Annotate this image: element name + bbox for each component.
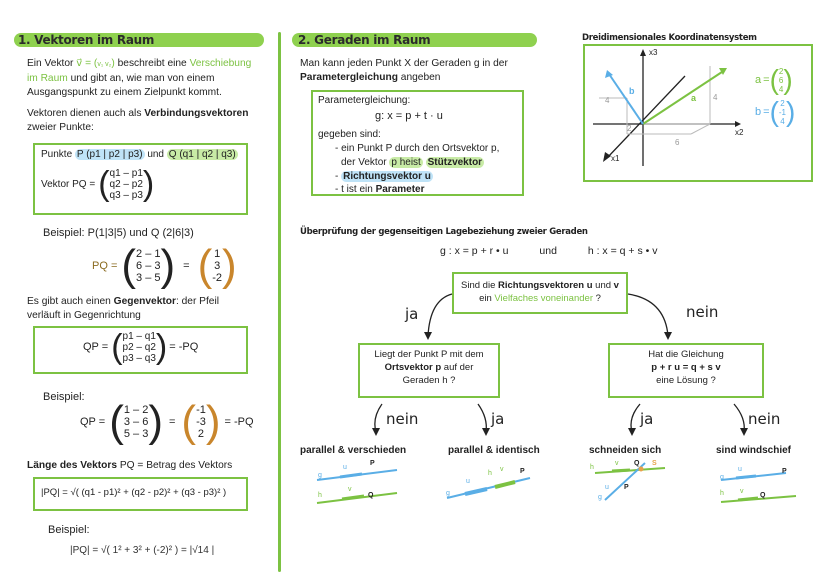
sketch4-label-p: P [782,468,787,475]
sketch3-label-g: g [598,494,602,501]
param-item1a: - ein Punkt P durch den Ortsvektor p, [335,143,500,154]
sketch3-label-u: u [605,484,609,491]
item2-dash: - [335,171,339,182]
qp-equation [83,330,198,364]
item3-bold: Parameter [375,184,425,195]
sketch4-vec-u [736,476,756,478]
intro-vector-v: v⃗ = (v₁ v₂) [76,58,115,69]
vektor-pq-label: Vektor PQ = [41,178,96,190]
vec-b-eq: = [763,106,770,118]
sketch3-vec-v [612,470,630,471]
ex2-equals: = [168,416,176,428]
ex2-result-1: -1 [196,404,206,416]
arrow-nein1 [628,294,668,336]
paren-right: ) [142,165,155,203]
arrow-ja3 [631,404,640,432]
axis-x2-arrow [735,121,741,127]
q1-v: v [613,280,619,291]
q1-a: Sind die [461,280,496,291]
arrow-ja3-head [628,428,636,436]
coord-x2-label: x2 [735,128,744,137]
vec-b-name: b [755,106,762,118]
param-item2 [335,171,433,182]
sketch1-label-h: h [318,492,322,499]
vec-b-1: 2 [780,98,785,108]
conn-text-b: zweier Punkte: [27,122,94,133]
conn-text-a: Vektoren dienen auch als [27,108,142,119]
arrow-nein3 [734,404,744,432]
sketch4-label-u: u [738,466,742,473]
qp-row-3: p3 – q3 [122,352,156,364]
sketch2-label-g: g [446,490,450,497]
vec-b-col [779,99,786,126]
length-example: |PQ| = √( 1² + 3² + (-2)² ) = |√14 | [70,545,215,556]
intro-im-raum: im Raum [27,73,68,84]
ex1-res-paren-r: ) [222,241,237,290]
intro-text-c: und gibt an, wie man von einem [70,73,215,84]
conn-bold: Verbindungsvektoren [144,108,249,119]
pq-matrix [110,168,143,201]
coord-num-4-left: 4 [605,96,610,105]
branch-nein2: nein [386,410,419,428]
ex1-lhs: PQ = [92,260,118,272]
param-given: gegeben sind: [318,129,381,140]
qp-matrix [123,331,156,364]
vec-b-2: -1 [778,107,787,117]
sketch2-vec-u [465,489,487,494]
vec-b-def [755,98,795,126]
sketch1-label-u: u [343,464,347,471]
column-divider [278,32,281,572]
sketch3-label-v: v [615,460,619,467]
lage-title: Überprüfung der gegenseitigen Lagebeziehung zweier Geraden [300,227,588,237]
ex1-result-1: 1 [214,248,221,260]
example2-equation [80,397,254,446]
g-equation: g : x = p + r • u [440,245,509,257]
intro-text-d: Ausgangspunkt zu einem Zielpunkt kommt. [27,87,222,98]
pq-row-1: q1 – p1 [109,167,143,179]
q3-a: Hat die Gleichung [648,349,724,360]
arrow-ja1 [428,294,452,336]
length-formula: |PQ| = √( (q1 - p1)² + (q2 - p2)² + (q3 - p3)² ) [41,487,227,498]
sketch4-line-h [721,496,796,502]
outcome-windschief: sind windschief [716,445,792,456]
item1b-p: p heist [391,157,421,168]
qp-box [33,326,248,374]
vec-b-3: 4 [780,116,785,126]
gegenvektor-text [27,295,272,323]
arrow-nein3-head [740,428,748,436]
sketch3-label-q: Q [634,460,640,467]
question3-text [608,348,764,387]
sketch1-vec-v [342,496,364,499]
item2-richtungsvektor: Richtungsvektor u [343,171,431,182]
sketch2-label-u: u [466,478,470,485]
ex1-row-3: 3 – 5 [136,272,161,284]
ex2-result-2: -3 [196,416,206,428]
ex1-equals: = [183,260,190,272]
vec-a-paren-l: ( [769,64,779,95]
sketch4-label-h: h [720,490,724,497]
vec-b-paren-l: ( [769,96,779,127]
vector-b-line [609,74,643,124]
sketch1-label-g: g [318,472,322,479]
sketch3-label-s: S [652,460,657,467]
sketch4-vec-v [738,498,758,500]
ex2-row-1: 1 – 2 [123,404,149,416]
q2-c: Geraden h ? [402,375,456,386]
section2-title: 2. Geraden im Raum [298,33,431,47]
vec-a-eq: = [763,74,770,86]
pq-row-3: q3 – p3 [109,189,143,201]
ex1-paren-l: ( [121,241,137,290]
ex1-row-1: 2 – 1 [136,248,161,260]
q1-c: ? [595,293,601,304]
coord-box [583,44,813,182]
section1-connection [27,107,272,135]
beispiel3-label: Beispiel: [48,524,90,536]
outcome-parallel-identisch: parallel & identisch [448,445,540,456]
param-item1b [341,157,484,168]
coord-x3-label: x3 [649,48,658,57]
sketch1-label-q: Q [368,492,374,499]
lage-equations [440,245,657,257]
qp-paren-l: ( [111,328,123,366]
sketch2-label-p: P [520,468,525,475]
qp-lhs: QP = [83,341,109,353]
points-label: Punkte [41,149,73,160]
outcome-parallel-verschieden: parallel & verschieden [300,445,407,456]
len-bold: Länge des Vektors [27,460,118,471]
q1-b: ein [479,293,492,304]
param-title: Parametergleichung: [318,95,411,106]
gegen-text-c: verläuft in Gegenrichtung [27,310,141,321]
question1-text [452,279,628,305]
coord-num-6: 6 [675,138,680,147]
point-q: Q (q1 | q2 | q3) [168,149,236,160]
helper-line-5 [691,124,710,134]
q1-green: Vielfaches voneinander [494,293,593,304]
ex2-lhs: QP = [80,416,106,428]
ex1-row-2: 6 – 3 [136,260,161,272]
ex2-row-3: 5 – 3 [123,428,149,440]
ex2-res-paren-l: ( [181,397,197,446]
qp-rhs: = -PQ [169,341,199,353]
q3-eq: p + r u = q + s v [651,362,721,373]
ex2-res-paren-r: ) [205,397,221,446]
arrow-ja1-head [424,332,432,340]
ex1-res-paren-l: ( [197,241,213,290]
ex2-result [196,404,206,440]
intro-verschiebung: Verschiebung [189,58,252,69]
vec-a-1: 2 [778,66,784,76]
param-item3 [335,184,425,195]
sketch-parallel-verschieden [312,458,402,508]
q2-b: auf der [443,362,474,373]
qp-paren-r: ) [155,328,168,366]
branch-ja2: ja [491,410,505,428]
arrow-nein1-head [664,332,672,340]
section2-intro [300,57,550,85]
section1-intro [27,57,272,100]
sketch1-label-v: v [348,486,352,493]
paren-left: ( [98,165,110,203]
vec-a-3: 4 [778,84,784,94]
example1-equation [92,241,237,290]
gegen-bold: Gegenvektor [113,296,176,307]
length-box [33,477,248,511]
qp-row-1: p1 – q1 [122,330,156,342]
sketch2-label-v: v [500,466,504,473]
sketch2-vec-v [495,482,515,487]
sketch2-line [447,478,530,498]
vec-a-name: a [755,74,762,86]
ex2-paren-r: ) [148,397,163,446]
ex2-row-2: 3 – 6 [123,416,149,428]
item1b-a: der Vektor [341,157,387,168]
axis-x3-arrow [640,49,646,56]
question2-text [358,348,500,387]
q1-bold: Richtungsvektoren u [498,280,593,291]
ex1-result [212,248,222,284]
arrow-nein2 [375,404,382,432]
ex1-result-2: 3 [214,260,221,272]
vec-a-2: 6 [778,75,784,85]
points-box [33,143,248,215]
vec-b-paren-r: ) [786,96,796,127]
vec-a-paren-r: ) [783,64,793,95]
q3-b: eine Lösung ? [656,375,716,386]
arrow-nein2-head [372,428,380,436]
sketch1-label-p: P [370,460,375,467]
q2-a: Liegt der Punkt P mit dem [374,349,484,360]
intro-text-a: Ein Vektor [27,58,74,69]
intro-text-b: beschreibt eine [117,58,187,69]
ex2-result-3: 2 [197,428,205,440]
axis-x1-arrow [603,152,611,162]
ex2-rhs: = -PQ [224,416,254,428]
gegen-text-a: Es gibt auch einen [27,296,111,307]
outcome-schneiden-sich: schneiden sich [589,445,662,456]
lage-und: und [539,245,557,257]
sketch4-label-g: g [720,474,724,481]
sketch-windschief [716,458,806,508]
item3-a: - t ist ein [335,184,373,195]
sketch4-label-q: Q [760,492,766,499]
s2-intro-a: Man kann jeden Punkt X der Geraden g in der [300,58,508,69]
parameter-box [311,90,524,196]
sketch1-vec-u [340,474,362,477]
item1b-bold: Stützvektor [427,157,483,168]
points-line [41,149,238,160]
sketch3-label-h: h [590,464,594,471]
len-rest: PQ = Betrag des Vektors [119,460,233,471]
beispiel1-label: Beispiel: P(1|3|5) und Q (2|6|3) [43,227,194,239]
branch-ja3: ja [640,410,654,428]
sketch3-label-p: P [624,484,629,491]
length-heading [27,459,232,473]
coord-num-2: 2 [627,124,632,133]
branch-nein3: nein [748,410,781,428]
ex1-matrix [136,248,160,284]
coord-x1-label: x1 [611,154,620,163]
param-equation: g: x = p + t · u [375,110,443,122]
s2-intro-b: angeben [400,72,441,83]
ex1-result-3: -2 [212,272,223,284]
s2-intro-bold: Parametergleichung [300,72,398,83]
ex1-paren-r: ) [160,241,176,290]
branch-nein1: nein [686,303,719,321]
vec-a-def [755,66,793,94]
coord-label-b: b [629,86,635,96]
coord-num-4-right: 4 [713,93,718,102]
pq-row-2: q2 – p2 [109,178,143,190]
arrow-ja2-head [482,428,490,436]
ex2-paren-l: ( [109,397,124,446]
ex2-matrix [124,404,148,440]
point-p: P (p1 | p2 | p3) [76,149,143,160]
points-und: und [147,149,164,160]
coord-title: Dreidimensionales Koordinatensystem [582,33,757,43]
gegen-text-b: : der Pfeil [175,296,219,307]
sketch3-intersection [639,467,644,472]
q2-bold: Ortsvektor p [384,362,442,373]
arrow-ja2 [478,404,486,432]
sketch4-label-v: v [740,488,744,495]
section1-title: 1. Vektoren im Raum [18,33,155,47]
branch-ja1: ja [405,305,419,323]
h-equation: h : x = q + s • v [587,245,658,257]
sketch2-label-h: h [488,470,492,477]
beispiel2-label: Beispiel: [43,391,85,403]
q1-und: und [595,280,612,291]
coord-label-a: a [691,93,697,103]
pq-definition [41,167,154,201]
qp-row-2: p2 – q2 [122,341,156,353]
